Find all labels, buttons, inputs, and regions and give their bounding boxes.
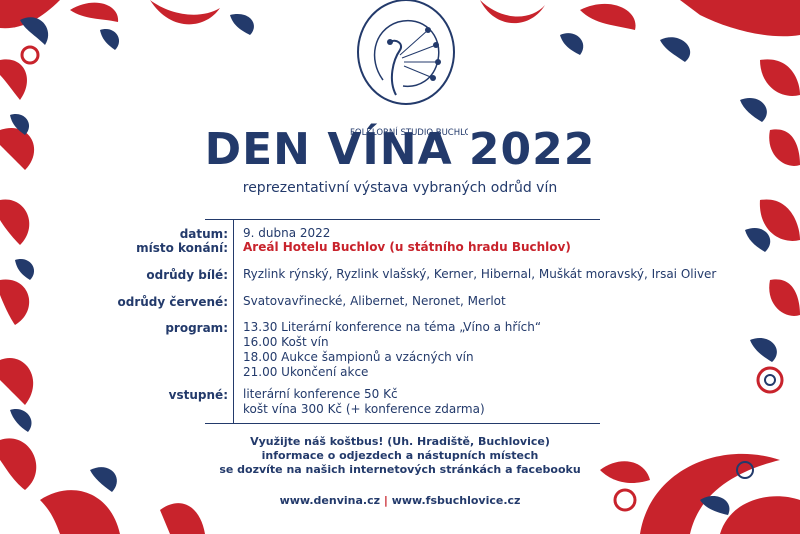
top-divider: [205, 219, 600, 220]
vertical-divider: [233, 219, 234, 423]
folklore-studio-logo: [338, 0, 468, 140]
event-title: DEN VÍNA 2022: [204, 124, 596, 175]
cervene-label: odrůdy červené:: [117, 295, 228, 309]
datum-label: datum:: [179, 227, 228, 241]
link-separator: |: [383, 494, 388, 507]
program-line: 18.00 Aukce šampionů a vzácných vín: [243, 350, 474, 364]
website-links: [0, 494, 800, 507]
footer-line: Využijte náš koštbus! (Uh. Hradiště, Buchlovice): [250, 435, 550, 448]
denvina-link[interactable]: www.denvina.cz: [279, 494, 380, 507]
datum-value: 9. dubna 2022: [243, 226, 331, 240]
footer-line: se dozvíte na našich internetových stránkách a facebooku: [219, 463, 581, 476]
logo-text: FOLKLORNÍ STUDIO BUCHLO: [350, 128, 468, 138]
vstupne-label: vstupné:: [168, 388, 228, 402]
bile-label: odrůdy bílé:: [146, 268, 228, 282]
misto-label: místo konání:: [136, 241, 228, 255]
peacock-icon: [338, 0, 468, 140]
footer-line: informace o odjezdech a nástupních místech: [261, 449, 539, 462]
vstupne-line: košt vína 300 Kč (+ konference zdarma): [243, 402, 485, 416]
bile-value: Ryzlink rýnský, Ryzlink vlašský, Kerner, Hibernal, Muškát moravský, Irsai Oliver: [243, 267, 717, 281]
event-subtitle: reprezentativní výstava vybraných odrůd vín: [242, 180, 558, 196]
program-line: 16.00 Košt vín: [243, 335, 329, 349]
misto-value: Areál Hotelu Buchlov (u státního hradu Buchlov): [243, 240, 571, 254]
program-line: 13.30 Literární konference na téma „Víno a hřích“: [243, 320, 542, 334]
cervene-value: Svatovavřinecké, Alibernet, Neronet, Merlot: [243, 294, 506, 308]
program-line: 21.00 Ukončení akce: [243, 365, 369, 379]
bottom-divider: [205, 423, 600, 424]
program-label: program:: [165, 321, 228, 335]
fsbuchlovice-link[interactable]: www.fsbuchlovice.cz: [391, 494, 521, 507]
vstupne-line: literární konference 50 Kč: [243, 387, 398, 401]
